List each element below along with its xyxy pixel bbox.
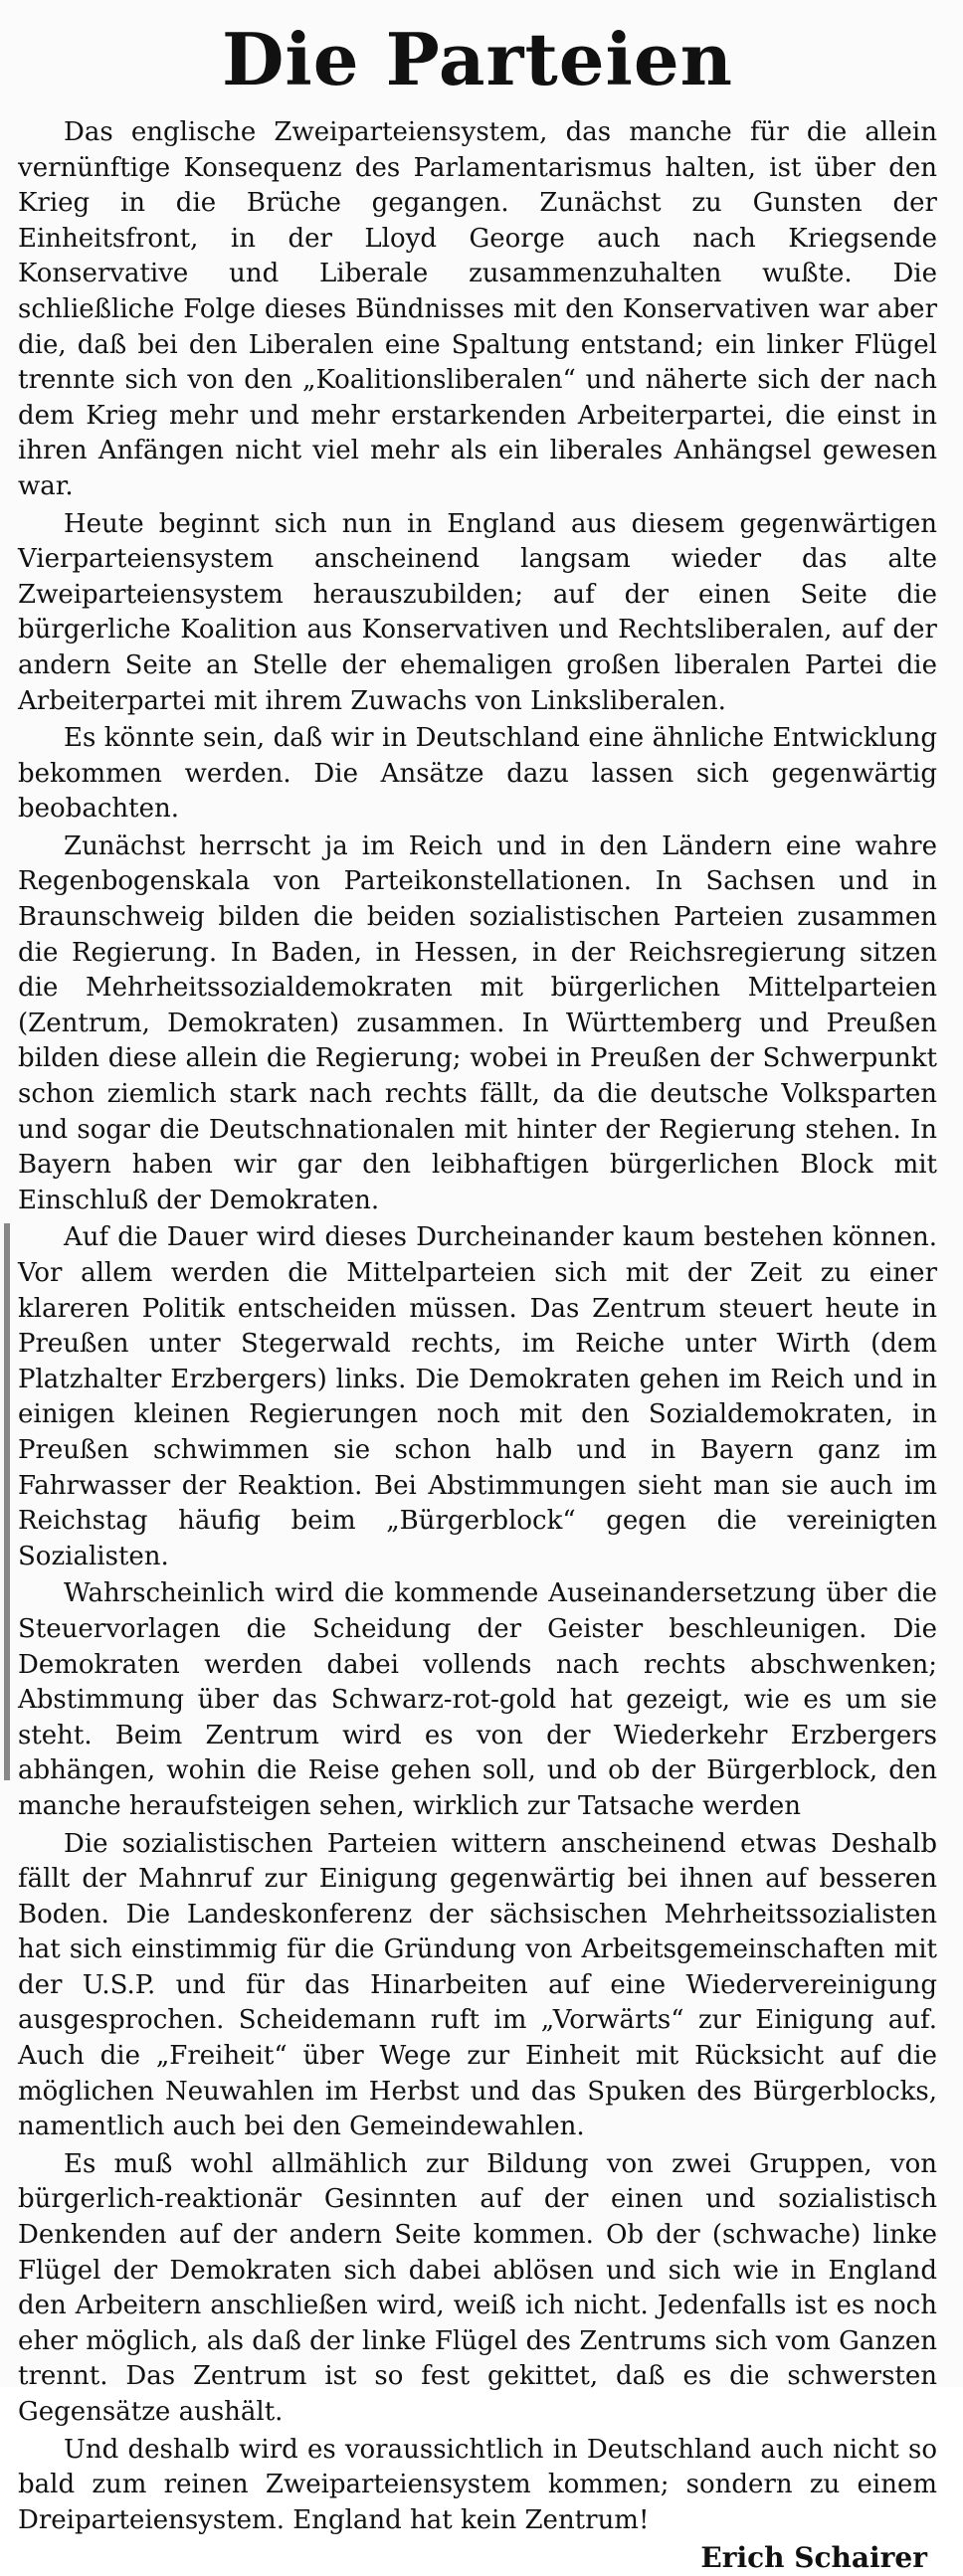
paragraph-2: Heute beginnt sich nun in England aus diesem gegenwärtigen Vierparteiensystem anscheinend langsam wieder das alte Zweiparteiensystem herauszubilden; auf der einen Seite die bürgerliche Koalition aus Konservativen und Rechtsliberalen, auf der andern Seite an Stelle der ehemaligen großen liberalen Partei die Arbeiterpartei mit ihrem Zuwachs von Linksliberalen. — [18, 508, 937, 716]
paragraph-4: Zunächst herrscht ja im Reich und in den Ländern eine wahre Regenbogenskala von Parteikonstellationen. In Sachsen und in Braunschweig bilden die beiden sozialistischen Parteien zusammen die Regierung. In Baden, in Hessen, in der Reichsregierung sitzen die Mehrheitssozialdemokraten mit bürgerlichen Mittelparteien (Zentrum, Demokraten) zusammen. In Württemberg und Preußen bilden diese allein die Regierung; wobei in Preußen der Schwerpunkt schon ziemlich stark nach rechts fällt, da die deutsche Volksparten und sogar die Deutschnationalen mit hinter der Regierung stehen. In Bayern haben wir gar den leibhaftigen bürgerlichen Block mit Einschluß der Demokraten. — [18, 830, 937, 1215]
paragraph-8: Es muß wohl allmählich zur Bildung von zwei Gruppen, von bürgerlich-reaktionär Gesinnten auf der einen und sozialistisch Denkenden auf der andern Seite kommen. Ob der (schwache) linke Flügel der Demokraten sich dabei ablösen und sich wie in England den Arbeitern anschließen wird, weiß ich nicht. Jedenfalls ist es noch eher möglich, als daß der linke Flügel des Zentrums sich vom Ganzen trennt. Das Zentrum ist so fest gekittet, daß es die schwersten Gegensätze aushält. — [18, 2148, 937, 2427]
paragraph-3: Es könnte sein, daß wir in Deutschland eine ähnliche Entwicklung bekommen werden. Die Ansätze dazu lassen sich gegenwärtig beobachten. — [18, 723, 937, 825]
paragraph-6: Wahrscheinlich wird die kommende Auseinandersetzung über die Steuervorlagen die Scheidung der Geister beschleunigen. Die Demokraten werden dabei vollends nach rechts abschwenken; Abstimmung über das Schwarz-rot-gold hat gezeigt, wie es um sie steht. Beim Zentrum wird es von der Wiederkehr Erzbergers abhängen, wohin die Reise gehen soll, und ob der Bürgerblock, den manche heraufsteigen sehen, wirklich zur Tatsache werden — [18, 1578, 937, 1821]
paragraph-9: Und deshalb wird es voraussichtlich in Deutschland auch nicht so bald zum reinen Zweiparteiensystem kommen; sondern zu einem Dreiparteiensystem. England hat kein Zentrum! — [18, 2434, 937, 2535]
article-title: Die Parteien — [221, 17, 734, 101]
paragraph-7: Die sozialistischen Parteien wittern anscheinend etwas Deshalb fällt der Mahnruf zur Einigung gegenwärtig bei ihnen auf besseren Boden. Die Landeskonferenz der sächsischen Mehrheitssozialisten hat sich einstimmig für die Gründung von Arbeitsgemeinschaften mit der U.S.P. und für das Hinarbeiten auf eine Wiedervereinigung ausgesprochen. Scheidemann ruft im „Vorwärts“ zur Einigung auf. Auch die „Freiheit“ über Wege zur Einheit mit Rücksicht auf die möglichen Neuwahlen im Herbst und das Spuken des Bürgerblocks, namentlich auch bei den Gemeindewahlen. — [18, 1828, 937, 2142]
paragraph-5: Auf die Dauer wird dieses Durcheinander kaum bestehen können. Vor allem werden die Mittelparteien sich mit der Zeit zu einer klareren Politik entscheiden müssen. Das Zentrum steuert heute in Preußen unter Stegerwald rechts, im Reiche unter Wirth (dem Platzhalter Erzbergers) links. Die Demokraten gehen im Reich und in einigen kleinen Regierungen noch mit den Sozialdemokraten, in Preußen schwimmen sie schon halb und in Bayern ganz im Fahrwasser der Reaktion. Bei Abstimmungen sieht man sie auch im Reichstag häufig beim „Bürgerblock“ gegen die vereinigten Sozialisten. — [18, 1222, 937, 1571]
author-signature: Erich Schairer — [700, 2541, 927, 2575]
scan-edge-mark — [4, 1223, 10, 1780]
paragraph-1: Das englische Zweiparteiensystem, das manche für die allein vernünftige Konsequenz des Parlamentarismus halten, ist über den Krieg in die Brüche gegangen. Zunächst zu Gunsten der Einheitsfront, in der Lloyd George auch nach Kriegsende Konservative und Liberale zusammenzuhalten wußte. Die schließliche Folge dieses Bündnisses mit den Konservativen war aber die, daß bei den Liberalen eine Spaltung entstand; ein linker Flügel trennte sich von den „Koalitionsliberalen“ und näherte sich der nach dem Krieg mehr und mehr erstarkenden Arbeiterpartei, die einst in ihren Anfängen nicht viel mehr als ein liberales Anhängsel gewesen war. — [18, 117, 937, 501]
